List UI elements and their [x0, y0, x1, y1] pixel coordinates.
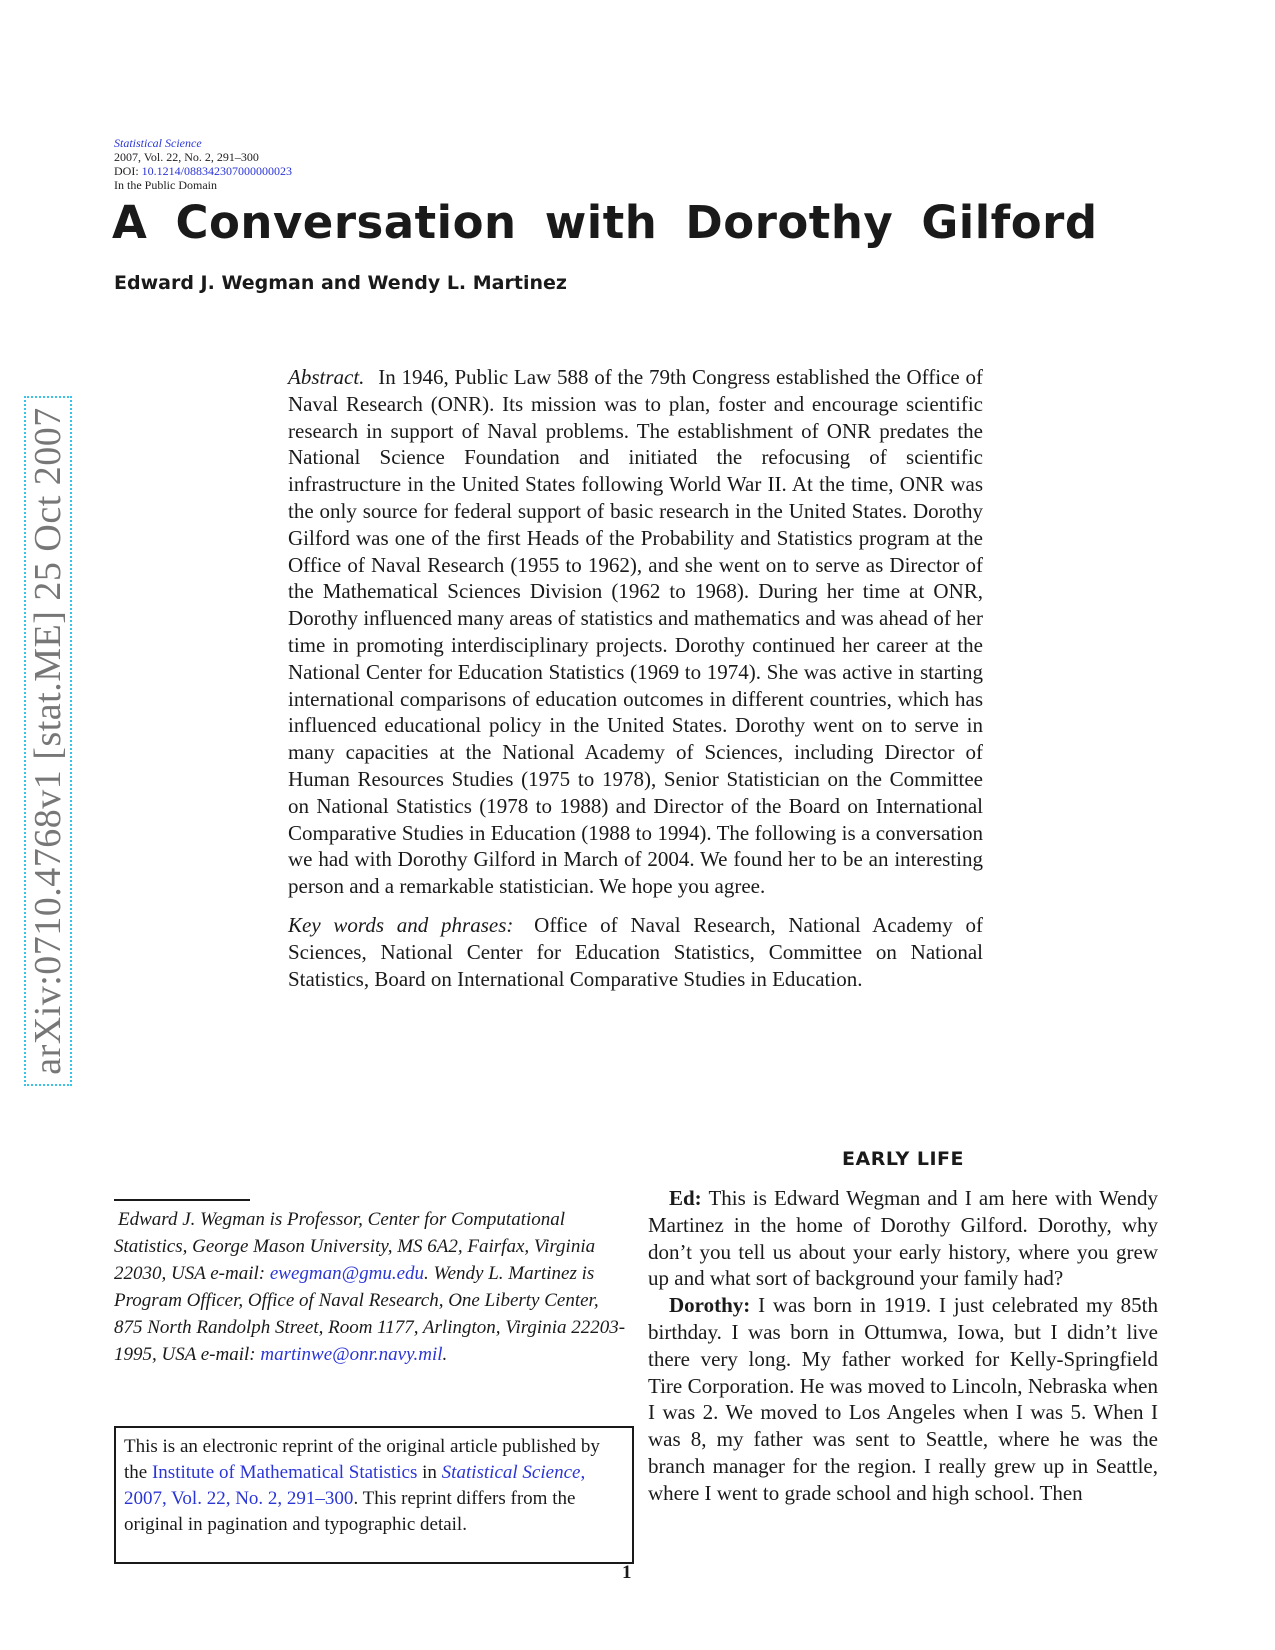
doi-label: DOI:	[114, 164, 139, 178]
dialogue-text: I was born in 1919. I just celebrated my 85th birthday. I was born in Ottumwa, Iowa, but I didn’t live there very long. My father worked for Kelly-Springfield Tire Corporation. He was moved to Lincoln, Nebraska when I was 2. We moved to Los Angeles when I was 5. When I was 8, my father was sent to Seattle, where he was the branch manager for the region. I really grew up in Seattle, where I went to grade school and high school. Then	[648, 1293, 1159, 1505]
author-footnote	[114, 1206, 626, 1368]
doi-link[interactable]: 10.1214/088342307000000023	[141, 164, 293, 178]
dialogue-text: This is Edward Wegman and I am here with Wendy Martinez in the home of Dorothy Gilford. Dorothy, why don’t you tell us about your early history, where you grew up and what sort of background your family had?	[648, 1186, 1158, 1291]
speaker-name: Ed:	[669, 1186, 702, 1210]
journal-name-link[interactable]: Statistical Science	[114, 136, 202, 150]
speaker-name: Dorothy:	[669, 1293, 751, 1318]
ims-link[interactable]: Institute of Mathematical Statistics	[151, 1462, 418, 1483]
arxiv-stamp[interactable]	[24, 396, 72, 1086]
footnote-part-3: .	[442, 1344, 448, 1365]
dialogue-paragraph	[648, 1185, 1158, 1292]
email-link-wegman[interactable]: ewegman@gmu.edu	[269, 1263, 425, 1284]
abstract-text: In 1946, Public Law 588 of the 79th Congress established the Office of Naval Research (ONR). Its mission was to plan, foster and encourage scientific research in support of Naval problems. The establishment of ONR predates the National Science Foundation and initiated the refocusing of scientific infrastructure in the United States following World War II. At the time, ONR was the only source for federal support of basic research in the United States. Dorothy Gilford was one of the first Heads of the Probability and Statistics program at the Office of Naval Research (1955 to 1962), and she went on to serve as Director of the Mathematical Sciences Division (1962 to 1968). During her time at ONR, Dorothy influenced many areas of statistics and mathematics and was ahead of her time in promoting interdisciplinary projects. Dorothy continued her career at the National Center for Education Statistics (1969 to 1974). She was active in starting international comparisons of education outcomes in different countries, which has influenced educational policy in the United States. Dorothy went on to serve in many capacities at the National Academy of Sciences, including Director of Human Resources Studies (1975 to 1978), Senior Statistician on the Committee on National Statistics (1978 to 1988) and Director of the Board on International Comparative Studies in Education (1988 to 1994). The following is a conversation we had with Dorothy Gilford in March of 2004. We found her to be an interesting person and a remarkable statistician. We hope you agree.	[288, 365, 984, 899]
article-title: A Conversation with Dorothy Gilford	[112, 196, 1098, 249]
reprint-text-3: . This reprint differs from the original in pagination and typographic detail.	[124, 1488, 576, 1535]
email-link-martinez[interactable]: martinwe@onr.navy.mil	[260, 1344, 443, 1365]
article-authors: Edward J. Wegman and Wendy L. Martinez	[114, 272, 567, 294]
doi-line	[114, 164, 292, 178]
footnote-text	[114, 1206, 626, 1368]
abstract-label: Abstract.	[288, 365, 365, 389]
dialogue-paragraph	[648, 1292, 1158, 1506]
footnote-divider	[114, 1199, 250, 1201]
footnote-part-1: Edward J. Wegman is Professor, Center for Computational Statistics, George Mason University, MS 6A2, Fairfax, Virginia 22030, USA e-mail:	[114, 1209, 596, 1284]
dialogue-column	[648, 1185, 1158, 1507]
reprint-text-1: This is an electronic reprint of the original article published by the	[124, 1436, 600, 1483]
keywords-paragraph	[288, 912, 983, 992]
arxiv-stamp-text: arXiv:0710.4768v1 [stat.ME] 25 Oct 2007	[27, 407, 69, 1075]
abstract-block	[288, 364, 983, 992]
reprint-notice-box	[114, 1426, 634, 1564]
abstract-paragraph	[288, 364, 983, 900]
keywords-text: Office of Naval Research, National Academy of Sciences, National Center for Education Statistics, Committee on National Statistics, Board on International Comparative Studies in Education.	[288, 912, 983, 991]
section-heading: EARLY LIFE	[842, 1148, 964, 1170]
volume-info: 2007, Vol. 22, No. 2, 291–300	[114, 150, 259, 164]
reprint-text-2: in	[422, 1462, 437, 1483]
article-metadata	[114, 136, 292, 192]
reprint-citation-link[interactable]: , 2007, Vol. 22, No. 2, 291–300	[124, 1462, 586, 1509]
footnote-part-2: . Wendy L. Martinez is Program Officer, Office of Naval Research, One Liberty Center, 875 North Randolph Street, Room 1177, Arlington, Virginia 22203-1995, USA e-mail:	[114, 1263, 626, 1365]
keywords-label: Key words and phrases:	[288, 912, 514, 937]
reprint-journal-link[interactable]: Statistical Science	[441, 1462, 581, 1483]
page-number: 1	[622, 1562, 632, 1583]
rights-statement: In the Public Domain	[114, 178, 217, 192]
